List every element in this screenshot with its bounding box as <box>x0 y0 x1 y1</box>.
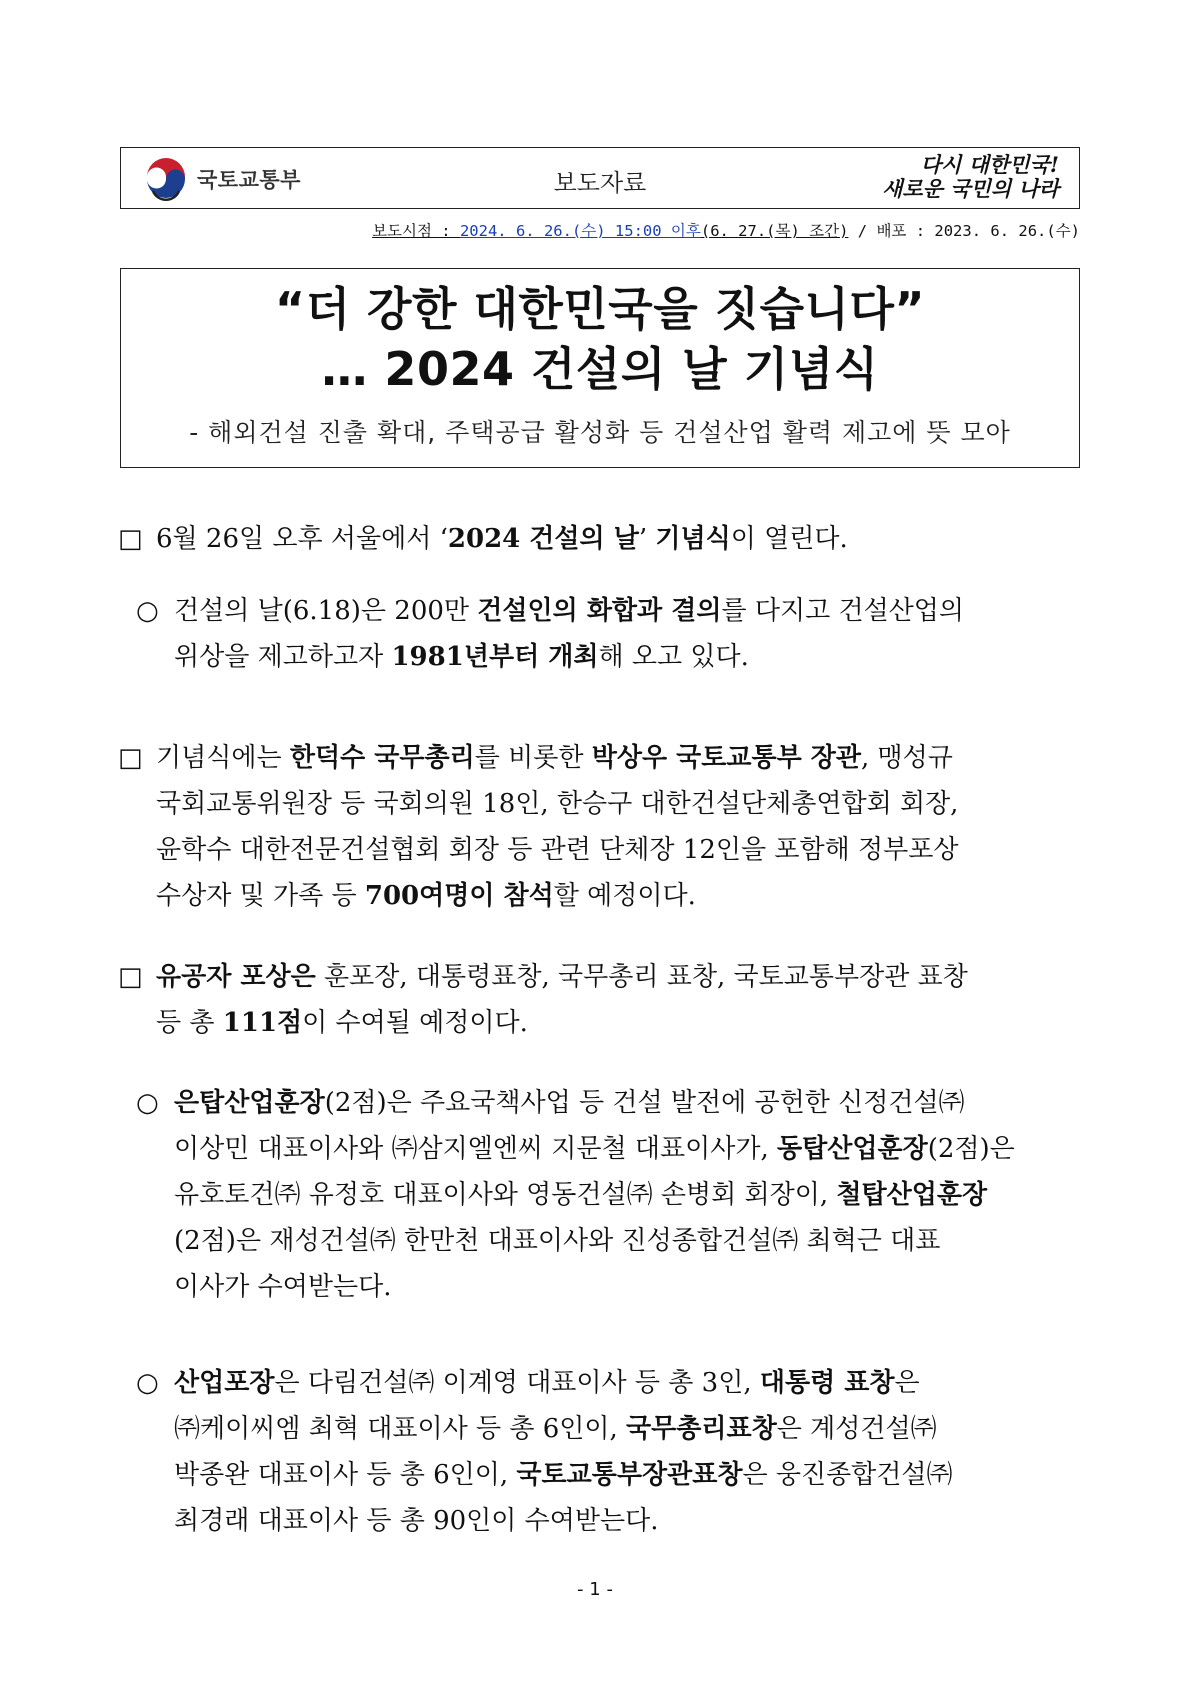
release-paper: (6. 27.(목) 조간) <box>700 222 849 240</box>
release-label: 보도시점 : <box>372 222 460 240</box>
subheadline: - 해외건설 진출 확대, 주택공급 활성화 등 건설산업 활력 제고에 뜻 모아 <box>189 418 1011 447</box>
paragraph-6-line-2: ㈜케이씨엠 최혁 대표이사 등 총 6인이, 국무총리표창은 계성건설㈜ <box>174 1414 937 1444</box>
release-separator: / <box>848 222 877 240</box>
page-number: - 1 - <box>577 1579 613 1600</box>
slogan <box>839 153 1059 205</box>
circle-bullet: ○ <box>136 596 159 626</box>
release-time: 2024. 6. 26.(수) 15:00 이후 <box>459 222 701 240</box>
headline-line-2: … 2024 건설의 날 기념식 <box>321 342 879 396</box>
paragraph-3-line-1: □ 기념식에는 한덕수 국무총리를 비롯한 박상우 국토교통부 장관, 맹성규 <box>118 735 953 781</box>
title-box <box>120 268 1080 468</box>
paragraph-3-line-2: 국회교통위원장 등 국회의원 18인, 한승구 대한건설단체총연합회 회장, <box>156 789 959 819</box>
header-box <box>120 147 1080 209</box>
release-info <box>372 219 1080 241</box>
paragraph-4-line-2: 등 총 111점이 수여될 예정이다. <box>156 1008 528 1038</box>
ministry-name: 국토교통부 <box>197 168 301 192</box>
slogan-line-2: 새로운 국민의 나라 <box>882 176 1059 201</box>
paragraph-3-line-3: 윤학수 대한전문건설협회 회장 등 관련 단체장 12인을 포함해 정부포상 <box>156 835 959 865</box>
paragraph-6-line-1: ○ 산업포장은 다림건설㈜ 이계영 대표이사 등 총 3인, 대통령 표창은 <box>136 1360 920 1406</box>
paragraph-2-line-1: ○ 건설의 날(6.18)은 200만 건설인의 화합과 결의를 다지고 건설산업의 <box>136 588 964 634</box>
square-bullet: □ <box>118 962 143 992</box>
circle-bullet: ○ <box>136 1368 159 1398</box>
paragraph-2-line-2: 위상을 제고하고자 1981년부터 개최해 오고 있다. <box>174 642 749 672</box>
paragraph-1: □ 6월 26일 오후 서울에서 ‘2024 건설의 날’ 기념식이 열린다. <box>118 516 848 562</box>
square-bullet: □ <box>118 743 143 773</box>
circle-bullet: ○ <box>136 1088 159 1118</box>
paragraph-3-line-4: 수상자 및 가족 등 700여명이 참석할 예정이다. <box>156 881 696 911</box>
paragraph-5-line-4: (2점)은 재성건설㈜ 한만천 대표이사와 진성종합건설㈜ 최혁근 대표 <box>174 1226 941 1256</box>
distribution-date: 배포 : 2023. 6. 26.(수) <box>876 222 1080 240</box>
slogan-line-1: 다시 대한민국! <box>920 152 1059 177</box>
paragraph-5-line-3: 유호토건㈜ 유정호 대표이사와 영동건설㈜ 손병회 회장이, 철탑산업훈장 <box>174 1180 988 1210</box>
square-bullet: □ <box>118 524 143 554</box>
paragraph-5-line-5: 이사가 수여받는다. <box>174 1272 392 1302</box>
paragraph-6-line-3: 박종완 대표이사 등 총 6인이, 국토교통부장관표창은 웅진종합건설㈜ <box>174 1460 953 1490</box>
headline-line-1: “더 강한 대한민국을 짓습니다” <box>274 282 926 336</box>
paragraph-5-line-1: ○ 은탑산업훈장(2점)은 주요국책사업 등 건설 발전에 공헌한 신정건설㈜ <box>136 1080 965 1126</box>
paragraph-5-line-2: 이상민 대표이사와 ㈜삼지엘엔씨 지문철 대표이사가, 동탑산업훈장(2점)은 <box>174 1134 1015 1164</box>
paragraph-6-line-4: 최경래 대표이사 등 총 90인이 수여받는다. <box>174 1506 659 1536</box>
document-type: 보도자료 <box>553 169 647 197</box>
paragraph-4-line-1: □ 유공자 포상은 훈포장, 대통령표창, 국무총리 표창, 국토교통부장관 표창 <box>118 954 968 1000</box>
